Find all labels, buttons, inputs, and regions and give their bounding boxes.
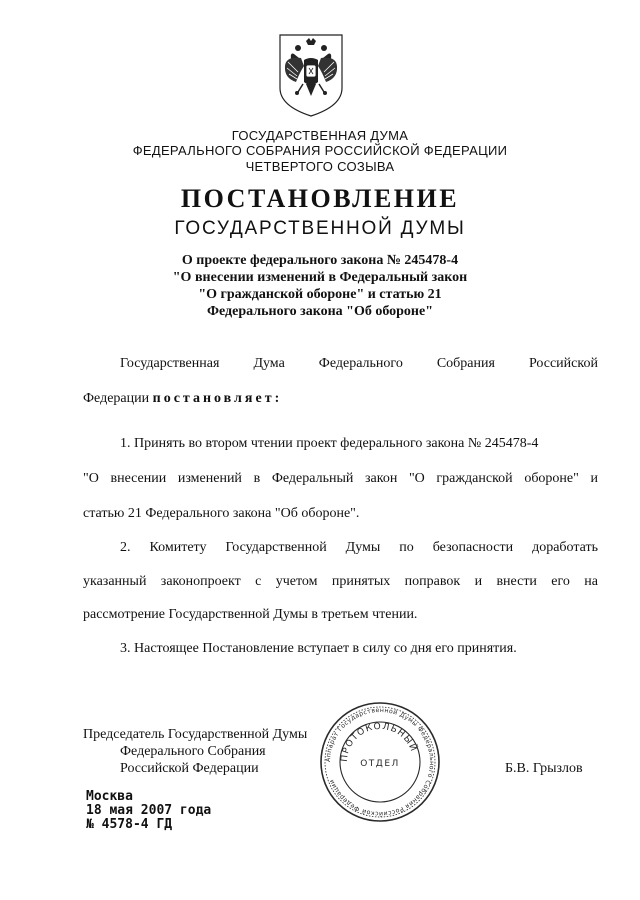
header-line-2: ФЕДЕРАЛЬНОГО СОБРАНИЯ РОССИЙСКОЙ ФЕДЕРАЦИИ — [132, 143, 508, 158]
signature-title-line-2: Федерального Собрания — [120, 744, 266, 759]
footer-city: Москва — [86, 789, 133, 804]
item-2-line-1: 2. Комитету Государственной Думы по безопасности доработать — [120, 540, 598, 555]
preamble-word: Государственная — [120, 356, 220, 371]
preamble-word: Российской — [528, 356, 598, 371]
state-emblem — [276, 32, 346, 118]
stamp-outer-text: Аппарат Государственной Думы Федерального Собрания Российской Федерации — [324, 706, 436, 818]
stamp-center-text: ОТДЕЛ — [360, 759, 400, 769]
subject-line-2: "О внесении изменений в Федеральный закон — [172, 270, 468, 285]
item-3-line-1: 3. Настоящее Постановление вступает в силу со дня его принятия. — [120, 641, 517, 656]
header-line-1: ГОСУДАРСТВЕННАЯ ДУМА — [231, 128, 409, 143]
preamble-word: Дума — [253, 356, 285, 371]
preamble-word: Федерального — [318, 356, 403, 371]
preamble-line-1 — [120, 355, 598, 372]
signature-title-line-3: Российской Федерации — [120, 761, 259, 776]
document-subtitle: ГОСУДАРСТВЕННОЙ ДУМЫ — [174, 218, 466, 239]
double-headed-eagle-icon — [276, 32, 346, 118]
item-1-line-1: 1. Принять во втором чтении проект федерального закона № 245478-4 — [120, 436, 539, 451]
item-1-line-2: "О внесении изменений в Федеральный закон "О гражданской обороне" и — [83, 471, 598, 486]
signature-title-line-1: Председатель Государственной Думы — [83, 727, 308, 742]
official-stamp — [318, 700, 442, 824]
svg-text:ПРОТОКОЛЬНЫЙ — [340, 722, 420, 763]
stamp-ring-text: ПРОТОКОЛЬНЫЙ — [339, 721, 419, 763]
item-2-line-3: рассмотрение Государственной Думы в третьем чтении. — [83, 607, 418, 622]
document-title: ПОСТАНОВЛЕНИЕ — [180, 184, 460, 213]
subject-line-3: "О гражданской обороне" и статью 21 — [198, 287, 442, 302]
footer-number: № 4578-4 ГД — [86, 817, 173, 832]
item-1-line-3: статью 21 Федерального закона "Об обороне". — [83, 506, 360, 521]
preamble-decrees: постановляет: — [152, 391, 283, 406]
preamble-word: Собрания — [436, 356, 495, 371]
preamble-federation: Федерации — [83, 391, 150, 406]
signatory-name: Б.В. Грызлов — [505, 761, 583, 776]
header-line-3: ЧЕТВЕРТОГО СОЗЫВА — [245, 159, 395, 174]
footer-date: 18 мая 2007 года — [86, 803, 212, 818]
preamble-line-2 — [83, 390, 282, 407]
subject-line-4: Федерального закона "Об обороне" — [207, 304, 433, 319]
stamp-seal-icon — [318, 700, 442, 824]
item-2-line-2: указанный законопроект с учетом принятых поправок и внести его на — [83, 574, 598, 589]
subject-line-1: О проекте федерального закона № 245478-4 — [181, 253, 459, 268]
